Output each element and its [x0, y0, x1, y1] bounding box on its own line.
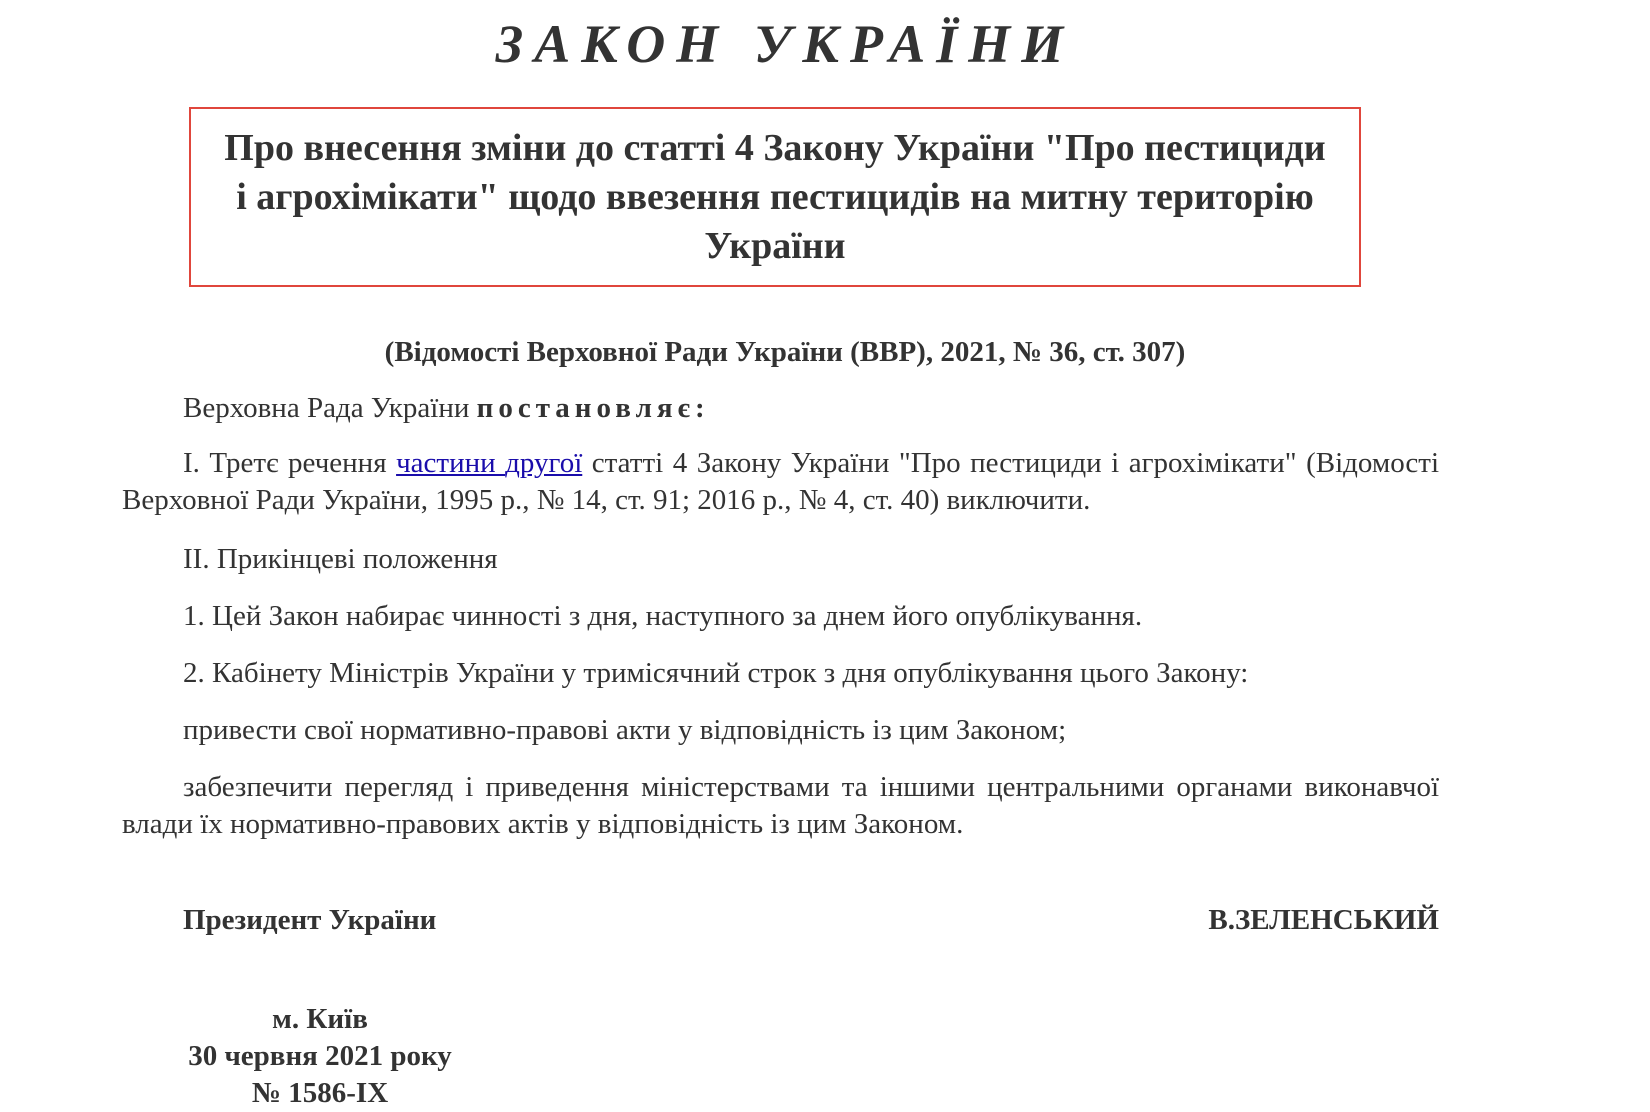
item-1-paragraph: 1. Цей Закон набирає чинності з дня, наступного за днем його опублікування.	[183, 600, 1143, 632]
item-2a-paragraph: привести свої нормативно-правові акти у відповідність із цим Законом;	[183, 714, 1067, 746]
signatory-name: В.ЗЕЛЕНСЬКИЙ	[1208, 904, 1439, 936]
law-title: Про внесення зміни до статті 4 Закону України "Про пестициди і агрохімікати" щодо ввезення пестицидів на митну територію України	[224, 126, 1326, 267]
preamble-text: Верховна Рада України	[183, 392, 477, 424]
place-date-block	[140, 1001, 500, 1112]
section-2-title: II. Прикінцеві положення	[183, 543, 498, 575]
preamble-emphasis: постановляє:	[476, 392, 710, 424]
item-2-paragraph: 2. Кабінету Міністрів України у тримісячний строк з дня опублікування цього Закону:	[183, 657, 1249, 689]
signatory-position: Президент України	[183, 904, 437, 936]
second-link[interactable]: другої	[505, 447, 583, 479]
law-number: № 1586-IX	[251, 1077, 389, 1109]
item-2b-paragraph: забезпечити перегляд і приведення міністерствами та іншими центральними органами виконавчої влади їх нормативно-правових актів у відповідність із цим Законом.	[122, 771, 1439, 840]
law-title-box	[189, 107, 1361, 287]
section-1-suffix: статті 4 Закону України "Про пестициди і агрохімікати" (Відомості Верховної Ради України, 1995 р., № 14, ст. 91; 2016 р., № 4, ст. 40) виключити.	[122, 447, 1440, 516]
section-1-prefix: I. Третє речення	[183, 447, 397, 479]
city: м. Київ	[272, 1003, 368, 1035]
preamble-paragraph	[122, 390, 1439, 427]
law-heading: ЗАКОН УКРАЇНИ	[495, 14, 1075, 74]
part-link[interactable]: частини	[396, 447, 506, 479]
adoption-date: 30 червня 2021 року	[188, 1040, 452, 1072]
gazette-reference: (Відомості Верховної Ради України (ВВР), 2021, № 36, ст. 307)	[384, 336, 1186, 368]
section-1-paragraph	[122, 445, 1439, 519]
